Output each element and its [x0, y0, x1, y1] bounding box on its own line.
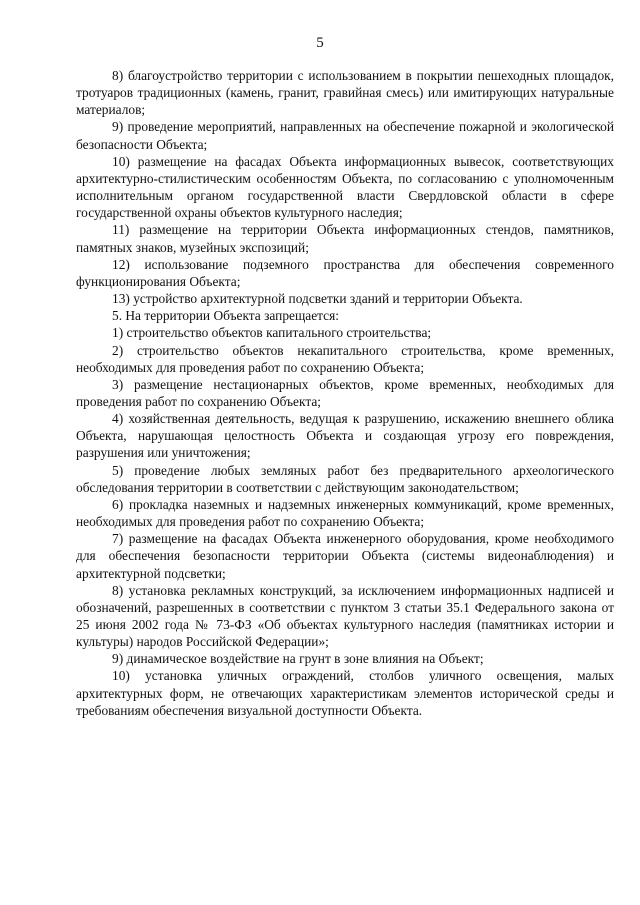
- prohibition-item-10: 10) установка уличных ограждений, столбов уличного освещения, малых архитектурных форм, не отвечающих характеристикам элементов исторической среды и требованиям обеспечения визуальной доступности Объекта.: [76, 668, 614, 718]
- paragraph-item-8-landscaping: 8) благоустройство территории с использованием в покрытии пешеходных площадок, тротуаров традиционных (камень, гранит, гравийная смесь) или имитирующих натуральные материалов;: [76, 68, 614, 118]
- prohibition-item-3: 3) размещение нестационарных объектов, кроме временных, необходимых для проведения работ по сохранению Объекта;: [76, 376, 614, 409]
- prohibition-item-1: 1) строительство объектов капитального строительства;: [112, 325, 432, 341]
- page-number: 5: [316, 35, 324, 51]
- prohibition-item-2: 2) строительство объектов некапитального строительства, кроме временных, необходимых для проведения работ по сохранению Объекта;: [76, 342, 614, 375]
- prohibition-item-5: 5) проведение любых земляных работ без предварительного археологического обследования территории в соответствии с действующим законодательством;: [76, 462, 614, 495]
- prohibition-item-9: 9) динамическое воздействие на грунт в зоне влияния на Объект;: [112, 651, 484, 667]
- paragraph-item-13-lighting: 13) устройство архитектурной подсветки зданий и территории Объекта.: [112, 291, 523, 307]
- paragraph-item-10-signage: 10) размещение на фасадах Объекта информационных вывесок, соответствующих архитектурно-стилистическим особенностям Объекта, по согласованию с уполномоченным исполнительным органом государственной власти Свердловской области в сфере государственной охраны объектов культурного наследия;: [76, 153, 614, 221]
- paragraph-item-11-stands: 11) размещение на территории Объекта информационных стендов, памятников, памятных знаков, музейных экспозиций;: [76, 222, 614, 255]
- document-body: [76, 67, 614, 719]
- paragraph-item-12-underground: 12) использование подземного пространства для обеспечения современного функционирования Объекта;: [76, 256, 614, 289]
- prohibition-item-8: 8) установка рекламных конструкций, за исключением информационных надписей и обозначений, разрешенных в соответствии с пунктом 3 статьи 35.1 Федерального закона от 25 июня 2002 года № 73-ФЗ «Об объектах культурного наследия (памятниках истории и культуры) народов Российской Федерации»;: [76, 582, 614, 650]
- prohibition-item-6: 6) прокладка наземных и надземных инженерных коммуникаций, кроме временных, необходимых для проведения работ по сохранению Объекта;: [76, 496, 614, 530]
- paragraph-item-9-fire-safety: 9) проведение мероприятий, направленных на обеспечение пожарной и экологической безопасности Объекта;: [76, 119, 614, 152]
- prohibition-item-7: 7) размещение на фасадах Объекта инженерного оборудования, кроме необходимого для обеспечения безопасности территории Объекта (системы видеонаблюдения) и архитектурной подсветки;: [76, 531, 614, 581]
- prohibition-item-4: 4) хозяйственная деятельность, ведущая к разрушению, искажению внешнего облика Объекта, нарушающая целостность Объекта и создающая угрозу его повреждения, разрушения или уничтожения;: [76, 411, 614, 461]
- section-5-heading: 5. На территории Объекта запрещается:: [112, 308, 339, 324]
